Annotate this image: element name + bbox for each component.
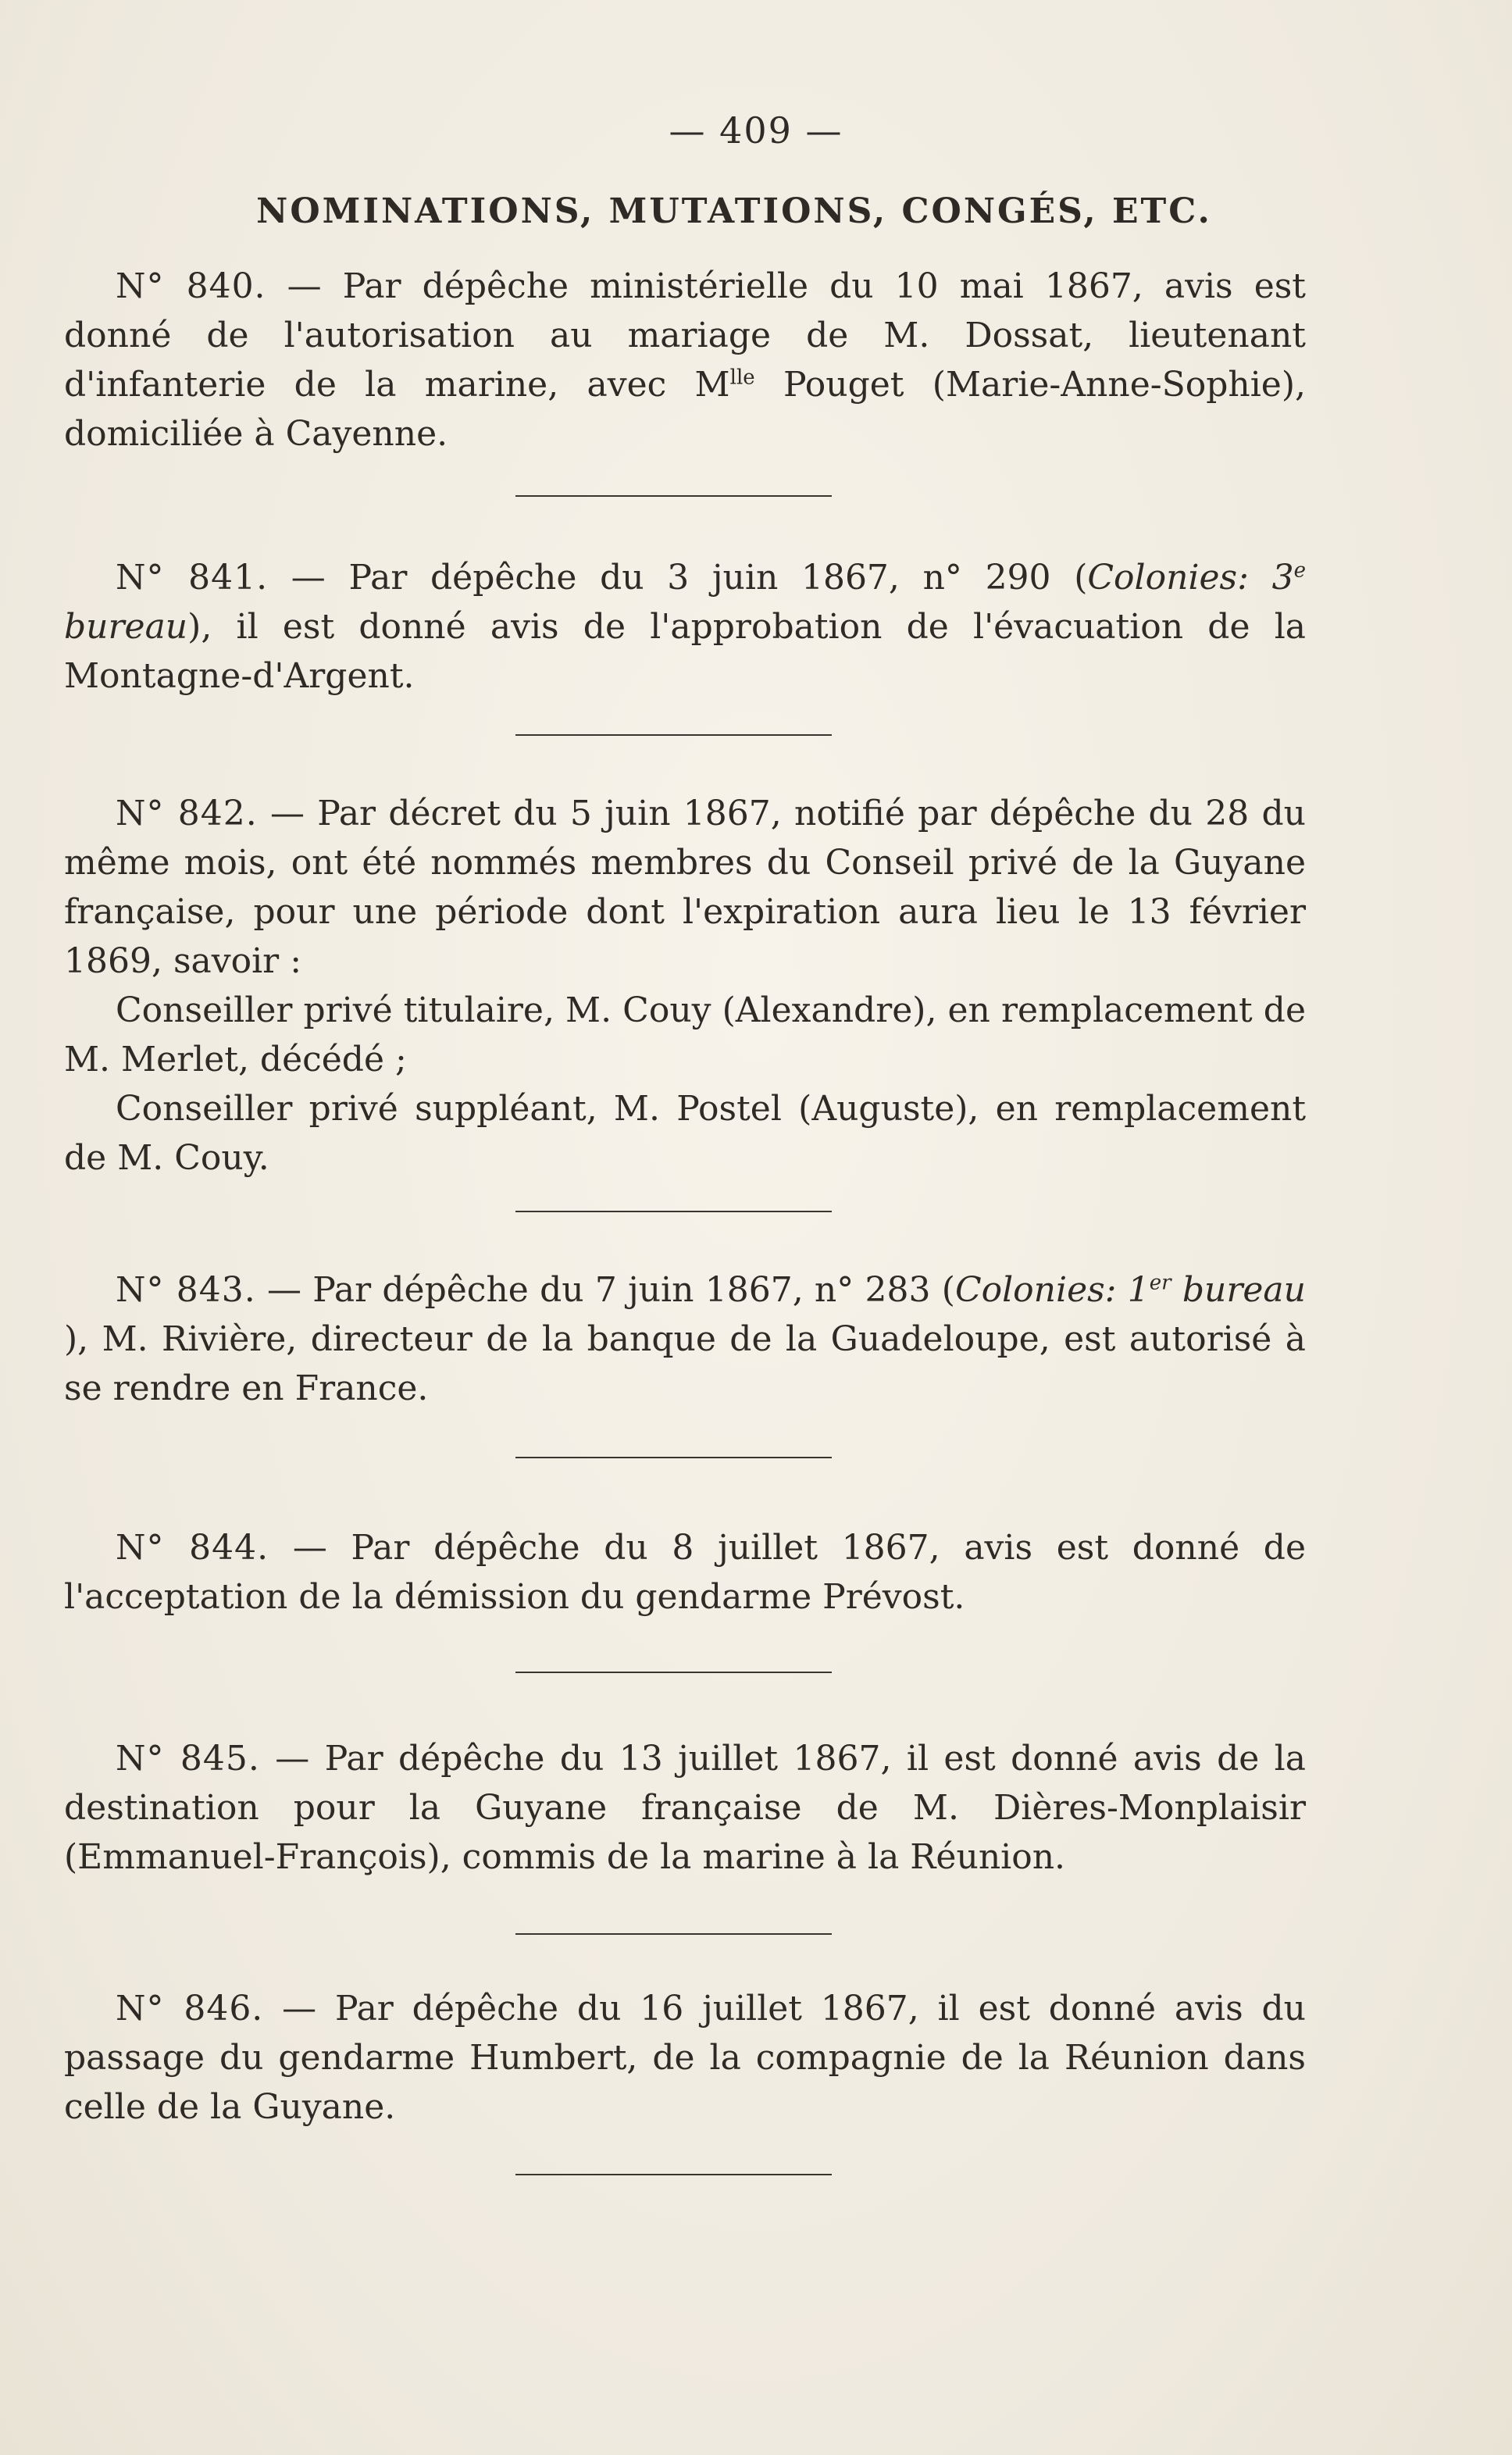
entry-842 [64,789,1306,1183]
separator-rule [515,2174,832,2175]
entry-body: — Par dépêche du 13 juillet 1867, il est donné avis de la destination pour la Guyane française de M. Dières-Monplaisir (Emmanuel-François), commis de la marine à la Réunion. [64,1739,1306,1877]
section-title: NOMINATIONS, MUTATIONS, CONGÉS, ETC. [256,191,1212,231]
entry-number: N° 846. [116,1989,264,2029]
entry-body: — Par dépêche du 3 juin 1867, n° 290 ( [268,558,1088,598]
entry-840-text [64,262,1306,459]
entry-842-line-suppleant: Conseiller privé suppléant, M. Postel (Auguste), en remplacement de M. Couy. [64,1089,1306,1178]
entry-845 [64,1734,1306,1882]
entry-number: N° 843. [116,1270,256,1310]
entry-superscript: lle [729,366,755,390]
entry-841-text [64,553,1306,701]
entry-italic-continued: bureau [64,607,188,647]
entry-841 [64,553,1306,701]
entry-number: N° 844. [116,1528,269,1568]
separator-rule [515,495,832,497]
entry-italic: Colonies: 1 [954,1270,1150,1310]
entry-844-text [64,1523,1306,1622]
entry-italic-continued: bureau [1171,1270,1306,1310]
entry-italic: Colonies: 3 [1087,558,1294,598]
entry-844 [64,1523,1306,1622]
separator-rule [515,1211,832,1212]
entry-number: N° 845. [116,1739,260,1779]
separator-rule [515,1457,832,1458]
entry-body-continued: Pouget (Marie-Anne-Sophie), domiciliée à Cayenne. [64,365,1306,454]
separator-rule [515,1933,832,1935]
entry-846 [64,1984,1306,2132]
entry-842-text [64,789,1306,986]
entry-number: N° 840. [116,266,266,306]
entry-superscript: e [1293,558,1306,583]
entry-superscript: er [1149,1271,1171,1295]
entry-body: — Par dépêche du 16 juillet 1867, il est donné avis du passage du gendarme Humbert, de la compagnie de la Réunion dans celle de la Guyane. [64,1989,1306,2127]
entry-body-continued: ), M. Rivière, directeur de la banque de la Guadeloupe, est autorisé à se rendre en France. [64,1319,1306,1408]
entry-845-text [64,1734,1306,1882]
entry-body: — Par décret du 5 juin 1867, notifié par dépêche du 28 du même mois, ont été nommés membres du Conseil privé de la Guyane française, pour une période dont l'expiration aura lieu le 13 février 1869, savoir : [64,794,1306,981]
entry-843-text [64,1265,1306,1413]
entry-body: — Par dépêche du 8 juillet 1867, avis est donné de l'acceptation de la démission du gendarme Prévost. [64,1528,1306,1617]
entry-body: — Par dépêche ministérielle du 10 mai 1867, avis est donné de l'autorisation au mariage de M. Dossat, lieutenant d'infanterie de la marine, avec M [64,266,1306,405]
entry-842-line-titulaire: Conseiller privé titulaire, M. Couy (Alexandre), en remplacement de M. Merlet, décédé ; [64,990,1306,1079]
page-number: — 409 — [669,109,843,152]
entry-840 [64,262,1306,459]
entry-body-continued: ), il est donné avis de l'approbation de l'évacuation de la Montagne-d'Argent. [64,607,1306,696]
separator-rule [515,734,832,736]
entry-843 [64,1265,1306,1413]
entry-number: N° 842. [116,794,258,833]
entry-846-text [64,1984,1306,2132]
entry-body: — Par dépêche du 7 juin 1867, n° 283 ( [255,1270,955,1310]
separator-rule [515,1672,832,1673]
entry-number: N° 841. [116,558,269,598]
